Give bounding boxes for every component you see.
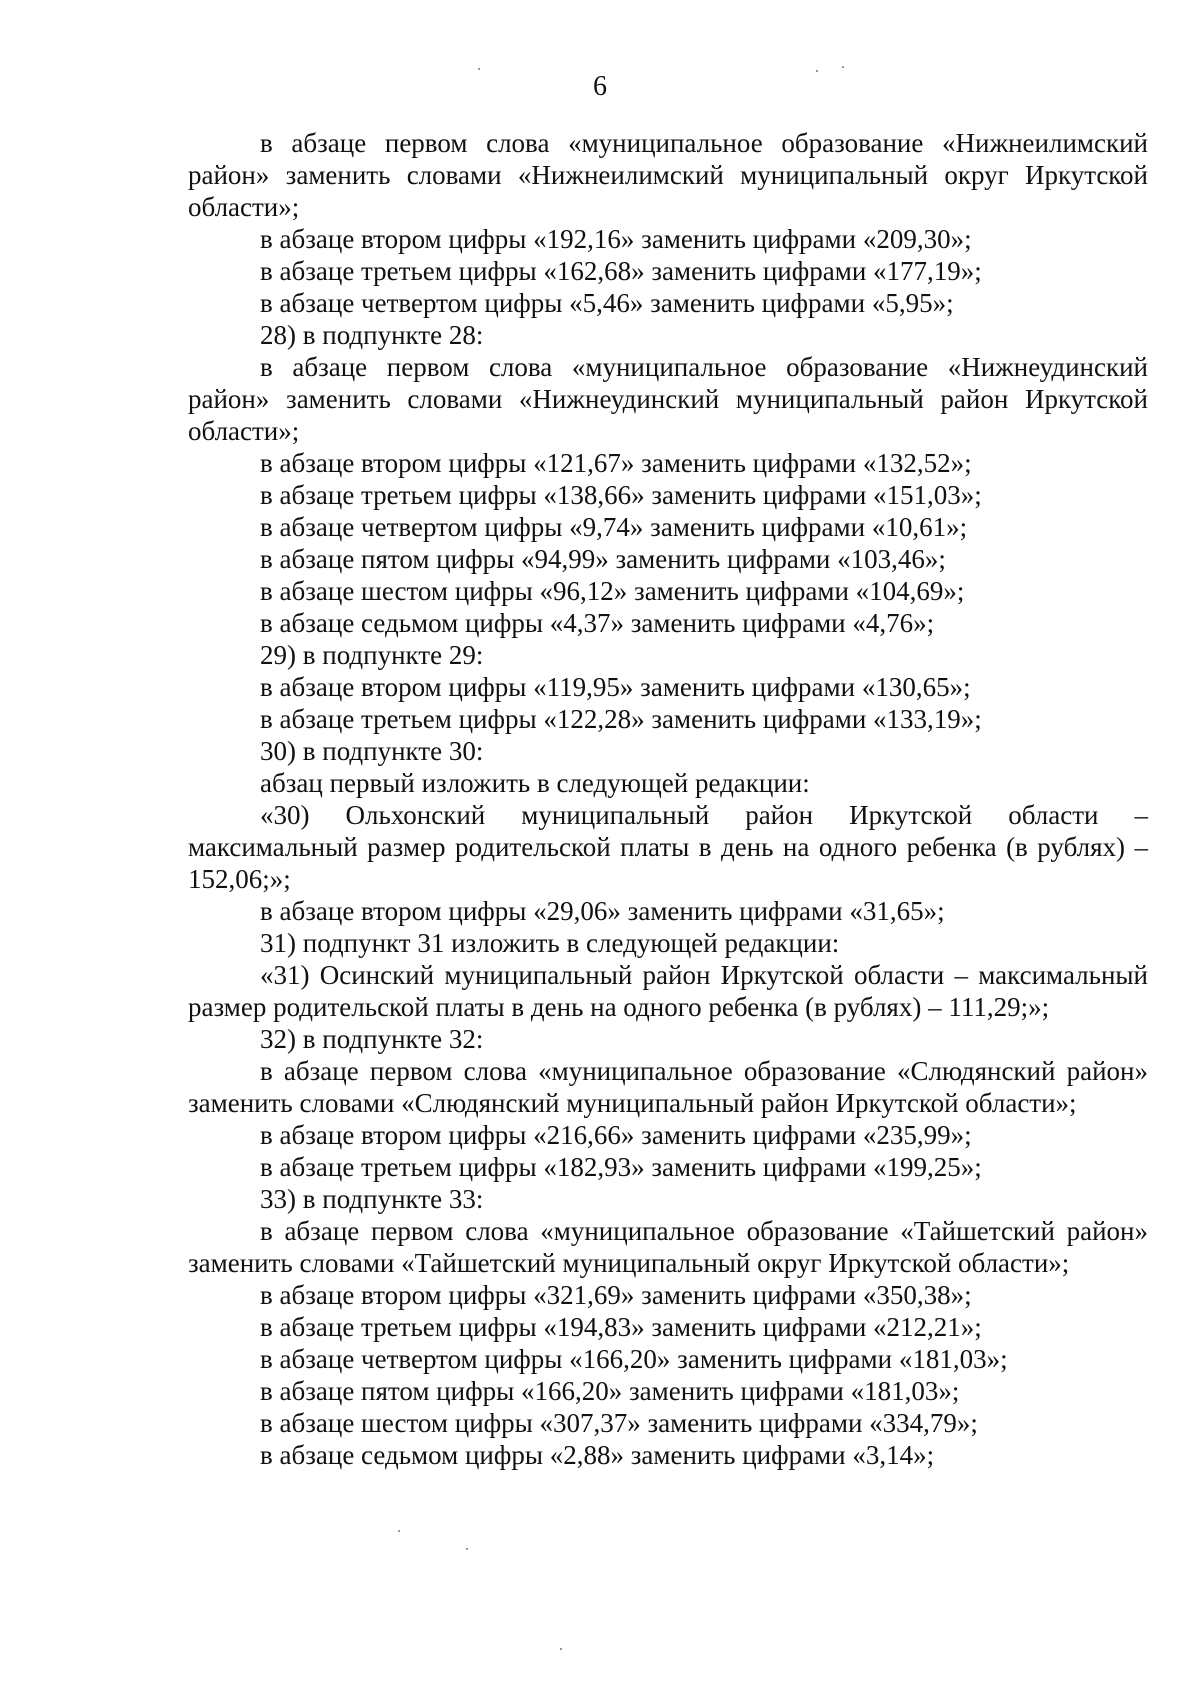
- paragraph: в абзаце первом слова «муниципальное образование «Нижнеудинский район» заменить словами «Нижнеудинский муниципальный район Иркутской области»;: [188, 352, 1148, 446]
- scan-speck: [478, 68, 480, 70]
- paragraph: в абзаце пятом цифры «94,99» заменить цифрами «103,46»;: [260, 544, 946, 574]
- paragraph: в абзаце третьем цифры «122,28» заменить цифрами «133,19»;: [260, 704, 982, 734]
- paragraph: в абзаце седьмом цифры «4,37» заменить цифрами «4,76»;: [260, 608, 935, 638]
- scan-speck: [816, 70, 818, 72]
- paragraph: «31) Осинский муниципальный район Иркутской области – максимальный размер родительской платы в день на одного ребенка (в рублях) – 111,29;»;: [188, 960, 1148, 1022]
- paragraph: 33) в подпункте 33:: [260, 1184, 484, 1214]
- paragraph: в абзаце третьем цифры «194,83» заменить цифрами «212,21»;: [260, 1312, 982, 1342]
- scan-speck: [398, 1530, 400, 1532]
- paragraph: в абзаце седьмом цифры «2,88» заменить цифрами «3,14»;: [260, 1440, 935, 1470]
- paragraph: в абзаце втором цифры «121,67» заменить цифрами «132,52»;: [260, 448, 972, 478]
- paragraph: в абзаце третьем цифры «162,68» заменить цифрами «177,19»;: [260, 256, 982, 286]
- paragraph: в абзаце третьем цифры «138,66» заменить цифрами «151,03»;: [260, 480, 982, 510]
- paragraph: в абзаце втором цифры «216,66» заменить цифрами «235,99»;: [260, 1120, 972, 1150]
- paragraph: в абзаце втором цифры «29,06» заменить цифрами «31,65»;: [260, 896, 945, 926]
- paragraph: абзац первый изложить в следующей редакции:: [260, 768, 810, 798]
- paragraph: в абзаце пятом цифры «166,20» заменить цифрами «181,03»;: [260, 1376, 960, 1406]
- paragraph: 32) в подпункте 32:: [260, 1024, 484, 1054]
- scan-speck: [842, 66, 844, 68]
- paragraph: в абзаце четвертом цифры «166,20» заменить цифрами «181,03»;: [260, 1344, 1008, 1374]
- paragraph: 31) подпункт 31 изложить в следующей редакции:: [260, 928, 840, 958]
- paragraph: в абзаце четвертом цифры «9,74» заменить цифрами «10,61»;: [260, 512, 968, 542]
- paragraph: в абзаце первом слова «муниципальное образование «Нижнеилимский район» заменить словами «Нижнеилимский муниципальный округ Иркутской области»;: [188, 128, 1148, 222]
- paragraph: в абзаце шестом цифры «96,12» заменить цифрами «104,69»;: [260, 576, 965, 606]
- paragraph: в абзаце первом слова «муниципальное образование «Тайшетский район» заменить словами «Тайшетский муниципальный округ Иркутской области»;: [188, 1216, 1148, 1278]
- paragraph: в абзаце втором цифры «321,69» заменить цифрами «350,38»;: [260, 1280, 972, 1310]
- paragraph: «30) Ольхонский муниципальный район Иркутской области – максимальный размер родительской платы в день на одного ребенка (в рублях) – 152,06;»;: [188, 800, 1148, 894]
- document-body: [188, 127, 1148, 1471]
- paragraph: в абзаце шестом цифры «307,37» заменить цифрами «334,79»;: [260, 1408, 978, 1438]
- paragraph: 28) в подпункте 28:: [260, 320, 484, 350]
- scan-speck: [466, 1548, 468, 1550]
- paragraph: в абзаце третьем цифры «182,93» заменить цифрами «199,25»;: [260, 1152, 982, 1182]
- paragraph: в абзаце первом слова «муниципальное образование «Слюдянский район» заменить словами «Слюдянский муниципальный район Иркутской области»;: [188, 1056, 1148, 1118]
- paragraph: 29) в подпункте 29:: [260, 640, 484, 670]
- paragraph: 30) в подпункте 30:: [260, 736, 484, 766]
- paragraph: в абзаце четвертом цифры «5,46» заменить цифрами «5,95»;: [260, 288, 954, 318]
- scan-speck: [560, 1648, 562, 1650]
- paragraph: в абзаце втором цифры «192,16» заменить цифрами «209,30»;: [260, 224, 972, 254]
- page-number: 6: [593, 71, 607, 102]
- paragraph: в абзаце втором цифры «119,95» заменить цифрами «130,65»;: [260, 672, 971, 702]
